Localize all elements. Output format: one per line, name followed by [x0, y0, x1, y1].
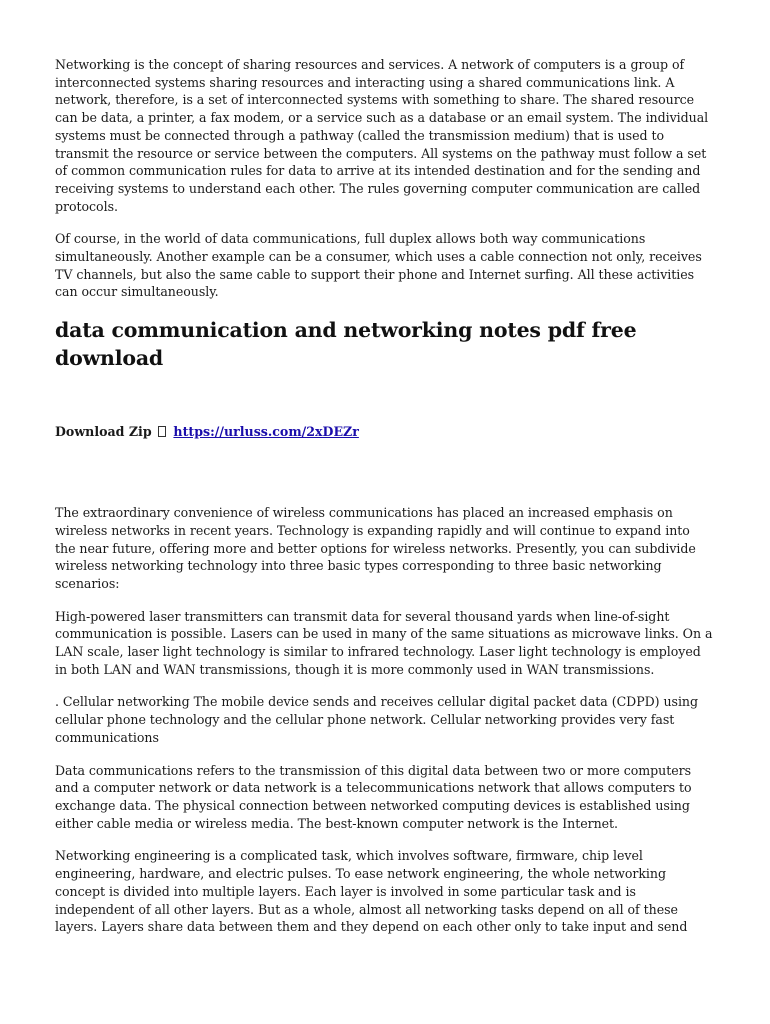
body-paragraph-2: High-powered laser transmitters can transmit data for several thousand yards when line-of-sight communication is possible. Lasers can be used in many of the same situations as microwave links. On a LAN scale, laser light technology is similar to infrared technology. Laser light technology is employed in both LAN and WAN transmissions, though it is more commonly used in WAN transmissions.: [55, 608, 713, 677]
body-paragraph-1: The extraordinary convenience of wireless communications has placed an increased emphasis on wireless networks in recent years. Technology is expanding rapidly and will continue to expand into the near future, offering more and better options for wireless networks. Presently, you can subdivide wireless networking technology into three basic types corresponding to three basic networking scenarios:: [55, 505, 696, 591]
intro-paragraph-2: Of course, in the world of data communications, full duplex allows both way communications simultaneously. Another example can be a consumer, which uses a cable connection not only, receives TV channels, but also the same cable to support their phone and Internet surfing. All these activities can occur simultaneously.: [55, 231, 702, 300]
download-line: [55, 423, 714, 440]
body-paragraph-4: Data communications refers to the transmission of this digital data between two or more computers and a computer network or data network is a telecommunications network that allows computers to exchange data. The physical connection between networked computing devices is established using either cable media or wireless media. The best-known computer network is the Internet.: [55, 762, 692, 831]
download-label: Download Zip: [55, 424, 152, 440]
spacer: [55, 440, 714, 504]
intro-paragraph-1: Networking is the concept of sharing resources and services. A network of computers is a group of interconnected systems sharing resources and interacting using a shared communications link. A network, therefore, is a set of interconnected systems with something to share. The shared resource can be data, a printer, a fax modem, or a service such as a database or an email system. The individual systems must be connected through a pathway (called the transmission medium) that is used to transmit the resource or service between the computers. All systems on the pathway must follow a set of common communication rules for data to arrive at its intended destination and for the sending and receiving systems to understand each other. The rules governing computer communication are called protocols.: [55, 57, 709, 214]
download-link[interactable]: https://urluss.com/2xDEZr: [173, 424, 359, 440]
missing-glyph-icon: [158, 426, 166, 437]
body-paragraph-5: Networking engineering is a complicated task, which involves software, firmware, chip level engineering, hardware, and electric pulses. To ease network engineering, the whole networking concept is divided into multiple layers. Each layer is involved in some particular task and is independent of all other layers. But as a whole, almost all networking tasks depend on all of these layers. Layers share data between them and they depend on each other only to take input and send: [55, 848, 688, 935]
page-title: data communication and networking notes pdf free download: [55, 318, 637, 371]
body-paragraph-3: . Cellular networking The mobile device sends and receives cellular digital packet data (CDPD) using cellular phone technology and the cellular phone network. Cellular networking provides very fast communications: [55, 694, 699, 745]
